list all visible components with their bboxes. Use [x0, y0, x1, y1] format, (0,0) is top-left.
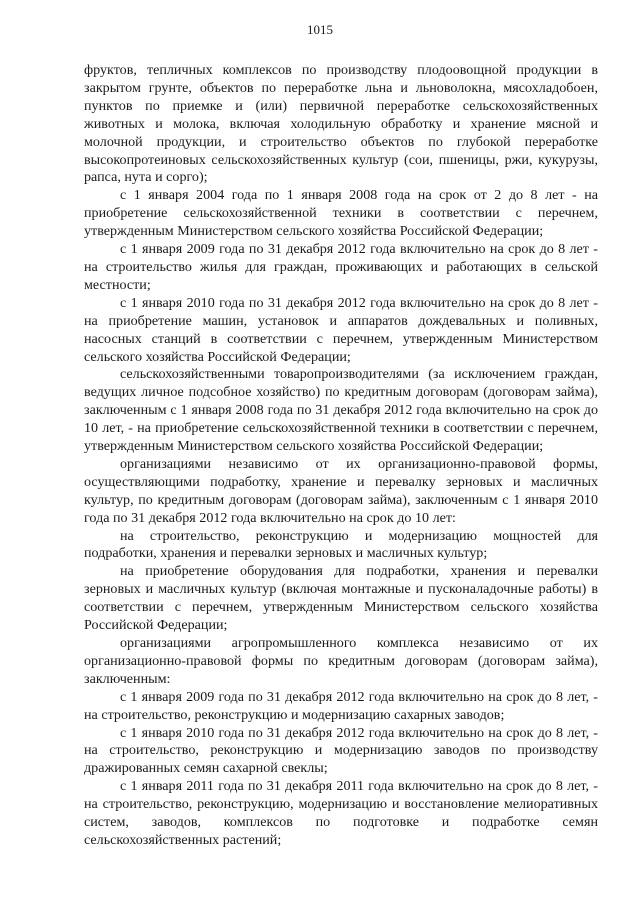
paragraph: с 1 января 2009 года по 31 декабря 2012 года включительно на срок до 8 лет, - на строительство, реконструкцию и модернизацию сахарных заводов;	[84, 688, 598, 723]
paragraph: на приобретение оборудования для подработки, хранения и перевалки зерновых и масличных культур (включая монтажные и пусконаладочные работы) в соответствии с перечнем, утвержденным Министерством сельского хозяйства Российской Федерации;	[84, 563, 598, 634]
paragraph: с 1 января 2004 года по 1 января 2008 года на срок от 2 до 8 лет - на приобретение сельскохозяйственной техники в соответствии с перечнем, утвержденным Министерством сельского хозяйства Российской Федерации;	[84, 187, 598, 240]
paragraph: с 1 января 2010 года по 31 декабря 2012 года включительно на срок до 8 лет, - на строительство, реконструкцию и модернизацию заводов по производству дражированных семян сахарной свеклы;	[84, 724, 598, 777]
page-number: 1015	[307, 22, 333, 37]
paragraph: организациями независимо от их организационно-правовой формы, осуществляющими подработку, хранение и перевалку зерновых и масличных культур, по кредитным договорам (договорам займа), заключенным с 1 января 2010 года по 31 декабря 2012 года включительно на срок до 10 лет:	[84, 455, 598, 526]
paragraph: с 1 января 2010 года по 31 декабря 2012 года включительно на срок до 8 лет - на приобретение машин, установок и аппаратов дождевальных и поливных, насосных станций в соответствии с перечнем, утвержденным Министерством сельского хозяйства Российской Федерации;	[84, 294, 598, 365]
paragraph: с 1 января 2011 года по 31 декабря 2011 года включительно на срок до 8 лет, - на строительство, реконструкцию, модернизацию и восстановление мелиоративных систем, заводов, комплексов по подготовке и подработке семян сельскохозяйственных растений;	[84, 778, 598, 848]
paragraph: на строительство, реконструкцию и модернизацию мощностей для подработки, хранения и перевалки зерновых и масличных культур;	[84, 527, 598, 562]
paragraph: сельскохозяйственными товаропроизводителями (за исключением граждан, ведущих личное подсобное хозяйство) по кредитным договорам (договорам займа), заключенным с 1 января 2008 года по 31 декабря 2012 года включительно на срок до 10 лет, - на приобретение сельскохозяйственной техники в соответствии с перечнем, утвержденным Министерством сельского хозяйства Российской Федерации;	[84, 366, 598, 455]
body-text	[84, 62, 598, 850]
paragraph: с 1 января 2009 года по 31 декабря 2012 года включительно на срок до 8 лет - на строительство жилья для граждан, проживающих и работающих в сельской местности;	[84, 241, 598, 293]
paragraph: организациями агропромышленного комплекса независимо от их организационно-правовой формы по кредитным договорам (договорам займа), заключенным:	[84, 635, 598, 687]
paragraph: фруктов, тепличных комплексов по производству плодоовощной продукции в закрытом грунте, объектов по переработке льна и льноволокна, мясохладобоен, пунктов по приемке и (или) первичной переработке сельскохозяйственных животных и молока, включая холодильную обработку и хранение мясной и молочной продукции, и строительство объектов по глубокой переработке высокопротеиновых сельскохозяйственных культур (сои, пшеницы, ржи, кукурузы, рапса, нута и сорго);	[84, 62, 598, 186]
